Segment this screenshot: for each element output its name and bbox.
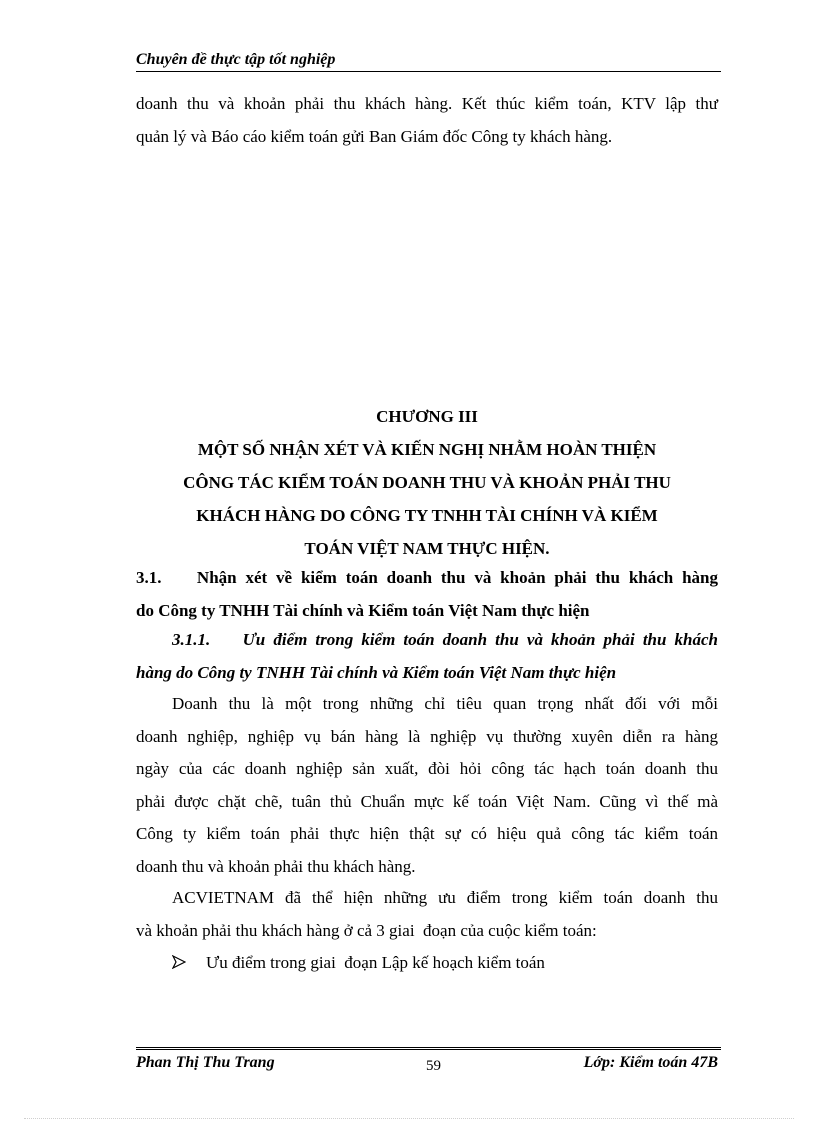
chapter-title-line: CÔNG TÁC KIỂM TOÁN DOANH THU VÀ KHOẢN PHẢI THU — [183, 473, 671, 492]
paragraph-line: ACVIETNAM đã thể hiện những ưu điểm trong kiểm toán doanh thu — [172, 888, 718, 907]
chapter-title-line: KHÁCH HÀNG DO CÔNG TY TNHH TÀI CHÍNH VÀ KIỂM — [196, 506, 658, 525]
footer-class: Lớp: Kiểm toán 47B — [583, 1054, 718, 1071]
header-title: Chuyên đề thực tập tốt nghiệp — [136, 51, 336, 68]
footer-rule — [136, 1047, 721, 1050]
paragraph-revenue — [136, 688, 718, 883]
section-3-1-line: 3.1. Nhận xét về kiểm toán doanh thu và khoản phải thu khách hàng — [136, 568, 718, 587]
chapter-title-line: TOÁN VIỆT NAM THỰC HIỆN. — [304, 539, 550, 558]
paragraph-line: Công ty kiểm toán phải thực hiện thật sự có hiệu quả công tác kiểm toán — [136, 824, 718, 843]
chapter-heading — [136, 400, 718, 565]
bullet-item — [172, 947, 545, 979]
page-edge-divider — [24, 1118, 794, 1119]
section-3-1-line: do Công ty TNHH Tài chính và Kiểm toán Việt Nam thực hiện — [136, 600, 590, 620]
intro-line: doanh thu và khoản phải thu khách hàng. Kết thúc kiểm toán, KTV lập thư — [136, 94, 718, 113]
paragraph-acvietnam — [136, 882, 718, 947]
page-number: 59 — [426, 1058, 441, 1074]
paragraph-line: phải được chặt chẽ, tuân thủ Chuẩn mực kế toán Việt Nam. Cũng vì thế mà — [136, 791, 718, 811]
paragraph-line: Doanh thu là một trong những chỉ tiêu quan trọng nhất đối với mỗi — [172, 694, 718, 713]
page-footer — [136, 1047, 721, 1080]
paragraph-line: ngày của các doanh nghiệp sản xuất, đòi hỏi công tác hạch toán doanh thu — [136, 759, 718, 778]
intro-paragraph — [136, 88, 718, 153]
section-3-1-1-line: 3.1.1. Ưu điểm trong kiểm toán doanh thu và khoản phải thu khách — [172, 630, 718, 649]
bullet-text: Ưu điểm trong giai đoạn Lập kế hoạch kiểm toán — [206, 953, 545, 972]
footer-author: Phan Thị Thu Trang — [136, 1054, 275, 1071]
paragraph-line: doanh nghiệp, nghiệp vụ bán hàng là nghiệp vụ thường xuyên diễn ra hàng — [136, 726, 718, 746]
paragraph-line: doanh thu và khoản phải thu khách hàng. — [136, 856, 416, 876]
chapter-number: CHƯƠNG III — [376, 407, 478, 426]
page-header — [136, 50, 721, 72]
paragraph-line: và khoản phải thu khách hàng ở cả 3 giai đoạn của cuộc kiểm toán: — [136, 920, 597, 940]
section-3-1-1-heading — [136, 624, 718, 689]
header-rule — [136, 71, 721, 72]
section-3-1-heading — [136, 562, 718, 627]
section-3-1-1-line: hàng do Công ty TNHH Tài chính và Kiểm toán Việt Nam thực hiện — [136, 662, 617, 682]
chapter-title-line: MỘT SỐ NHẬN XÉT VÀ KIẾN NGHỊ NHẰM HOÀN THIỆN — [197, 440, 657, 459]
intro-line: quản lý và Báo cáo kiểm toán gửi Ban Giám đốc Công ty khách hàng. — [136, 126, 613, 146]
arrow-bullet-icon — [172, 947, 206, 979]
